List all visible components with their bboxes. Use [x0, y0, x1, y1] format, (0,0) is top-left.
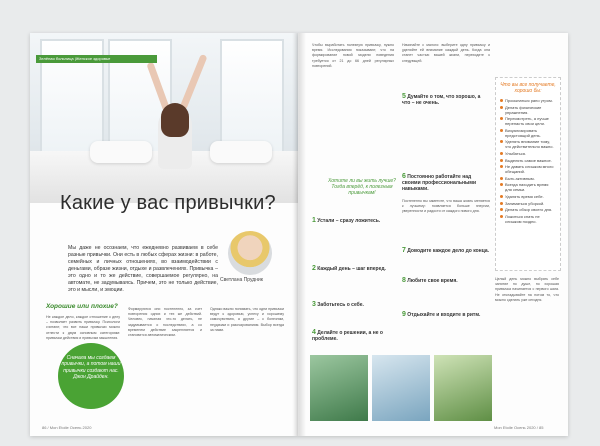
photo-water-glass [372, 355, 430, 421]
habit-heading-2: 2 Каждый день – шаг вперед. [312, 265, 386, 272]
bullet-icon [500, 215, 503, 218]
habit-heading-5-text: Думайте о том, что хорошо, а что – не очень. [402, 94, 481, 106]
tip-item [496, 194, 560, 201]
tip-item [496, 128, 560, 140]
tips-list [496, 98, 560, 225]
author-avatar [228, 231, 272, 275]
tip-item-text: Быть активным. [505, 175, 535, 181]
habit-heading-3: 3 Заботьтесь о себе. [312, 301, 364, 308]
bullet-icon [500, 152, 503, 155]
habit-heading-9-text: Отдыхайте и входите в ритм. [407, 312, 481, 318]
tip-item-text: Удалять время себе. [505, 193, 544, 199]
text-column-4: Целый день можно выбрать себе занятие по душе, но хорошая привычка начинается с первого шага. Не откладывайте на потом то, что можно сделать уже сегодня. [495, 277, 559, 302]
arm [179, 54, 207, 110]
bullet-icon [500, 202, 503, 205]
habit-heading-7-text: Доводите каждое дело до конца. [407, 248, 490, 254]
window [220, 39, 284, 153]
habit-heading-4-text: Делайте о решении, а не о проблеме. [312, 330, 383, 342]
bullet-icon [500, 177, 503, 180]
page-folio: Mon Etoile Осень 2020 / 85 [494, 425, 544, 430]
author-name: Светлана Прудник [220, 277, 263, 283]
habit-heading-6: 6 Постоянно работайте над своими профессиональными навыками. [402, 173, 477, 192]
photo-runner [434, 355, 492, 421]
tip-item-text: Делать физические упражнения. [505, 104, 542, 115]
habit-heading-7: 7 Доводите каждое дело до конца. [402, 247, 490, 254]
habit-heading-8-text: Любите свое время. [407, 278, 458, 284]
article-title: Какие у вас привычки? [60, 192, 276, 214]
bullet-icon [500, 165, 503, 168]
tips-box [495, 77, 561, 271]
habit-heading-1-text: Устали – сразу ложитесь. [317, 218, 381, 224]
tip-item-text: Делать обзор своего дня. [505, 207, 553, 213]
subheading: Хорошие или плохие? [46, 303, 118, 310]
tip-item [496, 214, 560, 226]
habit-heading-8: 8 Любите свое время. [402, 277, 458, 284]
habit-heading-6-text: Постоянно работайте над своими профессиональными навыками. [402, 174, 477, 192]
text-column-3: Постепенно вы заметите, что ваша жизнь меняется к лучшему: появляется больше энергии, уверенности и радости от каждого нового дня. [402, 199, 490, 214]
bullet-icon [500, 208, 503, 211]
tip-item-text: Выделять самое важное. [505, 157, 552, 163]
bullet-icon [500, 159, 503, 162]
tip-item [496, 176, 560, 183]
text-column-1: Чтобы выработать полезную привычку, нужно время. Исследования показывают, что на формирование новой модели поведения требуется от 21 до 66 дней регулярных повторений. [312, 43, 394, 68]
text-column-2: Формируются они постепенно, за счет повторения одних и тех же действий. Человек, начиная что-то делать, не задумывается о последствиях, а со временем действие закрепляется и становится автоматическим. [128, 307, 202, 338]
tip-item-text: Улыбаться. [505, 150, 527, 156]
magazine-spread [30, 33, 568, 436]
right-page [298, 33, 568, 436]
bullet-icon [500, 99, 503, 102]
tip-item-text: Просыпаться рано утром. [505, 98, 553, 103]
habit-heading-5: 5 Думайте о том, что хорошо, а что – не очень. [402, 93, 481, 106]
bullet-icon [500, 140, 503, 143]
tip-item [496, 139, 560, 151]
tip-item [496, 201, 560, 208]
tip-item [496, 207, 560, 214]
quote-bubble: Сначала мы создаем привычки, а потом наши привычки создают нас. Джон Драйден. [58, 343, 124, 409]
habit-heading-1: 1 Устали – сразу ложитесь. [312, 217, 381, 224]
pull-quote: Хотите ли вы жить лучше? Тогда вперёд, к полезным привычкам! [328, 178, 396, 196]
tip-item-text: Не давать слишком много обещаний. [505, 164, 554, 175]
photo-vegetables [310, 355, 368, 421]
tip-item [496, 151, 560, 158]
bullet-icon [500, 106, 503, 109]
tip-item [496, 98, 560, 105]
habit-heading-2-text: Каждый день – шаг вперед. [317, 266, 386, 272]
pillow [90, 141, 152, 163]
tip-item-text: Ложиться спать не слишком поздно. [505, 213, 540, 224]
left-page [30, 33, 298, 436]
habit-heading-4: 4 Делайте о решении, а не о проблеме. [312, 329, 383, 342]
tip-item [496, 164, 560, 176]
bullet-icon [500, 183, 503, 186]
habit-heading-9: 9 Отдыхайте и входите в ритм. [402, 311, 481, 318]
bullet-icon [500, 117, 503, 120]
person-hair [161, 103, 189, 137]
text-column-3: Однако важно понимать, что одни привычки ведут к здоровью, успеху и хорошему самочувствию, а другие – к болезням, неудачам и разочарованиям. Выбор всегда за нами. [210, 307, 284, 332]
tip-item-text: Пересмотреть, а лучше перепасть свои цели. [505, 116, 549, 127]
page-folio: 86 / Mon Etoile Осень 2020 [42, 425, 92, 430]
section-tag: Зелёная больница |Женское здоровье [36, 55, 157, 63]
tip-item [496, 158, 560, 165]
tip-item-text: Всегда находить время для семьи. [505, 182, 549, 193]
bullet-icon [500, 195, 503, 198]
pillow [210, 141, 272, 163]
lead-paragraph: Мы даже не осознаем, что ежедневно развиваем в себе разные привычки. Они есть в любых сферах жизни: в работе, семейных и личных отношениях, во взаимодействии с деньгами, образе жизни, отдыхе и развлечениях. Привычка – это одно и то же действие, совершаемое регулярно, на автомате, не задумываясь. Причем, это не только действие, это и мысли, и эмоции. [68, 245, 218, 293]
tip-item-text: Уделять внимание тому, что действительно важно. [505, 139, 554, 150]
habit-heading-3-text: Заботьтесь о себе. [317, 302, 364, 308]
tip-item-text: Заниматься уборкой. [505, 200, 545, 206]
tip-item [496, 116, 560, 128]
bullet-icon [500, 129, 503, 132]
tips-box-title: Что вы все получаете, хорошо бы: [500, 82, 556, 94]
text-column-2: Начинайте с малого: выберите одну привычку и уделяйте ей внимание каждый день. Когда она станет частью вашей жизни, переходите к следующей. [402, 43, 490, 63]
tip-item [496, 182, 560, 194]
text-column-1: Не каждое дело, каждое отношение к делу – позволяет развить привычку. Психологи считают, что все наши привычки можно отнести к двум основным категориям: привычки действия и привычки мышления. [46, 315, 120, 340]
tip-item [496, 105, 560, 117]
tip-item-text: Визуализировать предстоящий день. [505, 127, 541, 138]
